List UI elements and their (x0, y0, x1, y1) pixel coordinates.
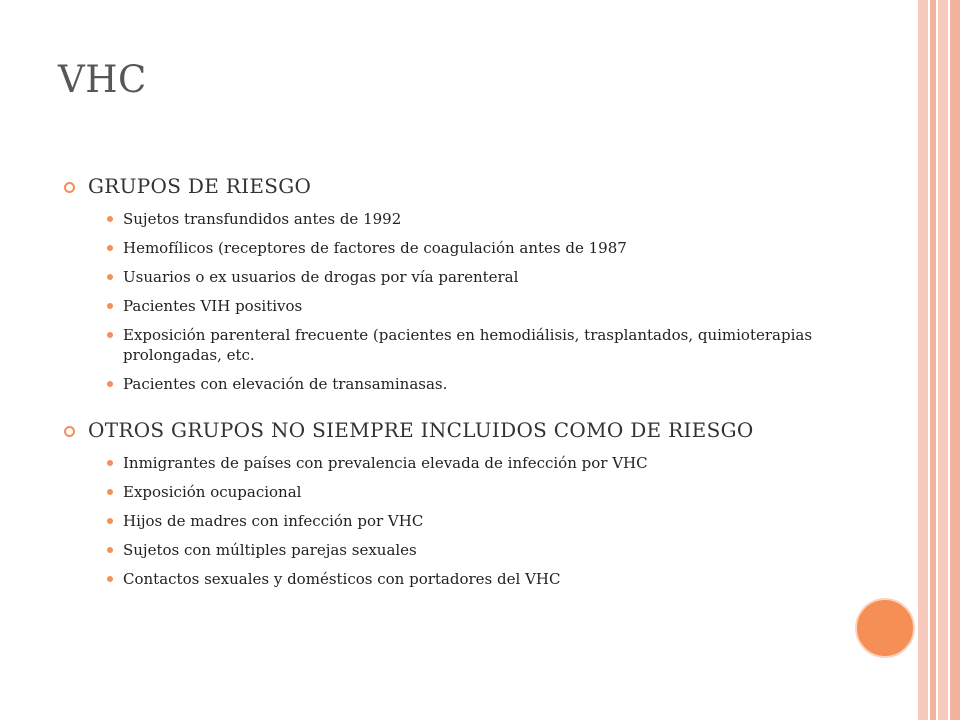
list-item-text: Hemofílicos (receptores de factores de coagulación antes de 1987 (123, 239, 627, 257)
list-item-text: Sujetos transfundidos antes de 1992 (123, 210, 402, 228)
list-item-text: Exposición ocupacional (123, 483, 302, 501)
dot-bullet-icon (107, 576, 113, 582)
list-item (107, 325, 842, 365)
dot-bullet-icon (107, 381, 113, 387)
list-item (107, 569, 842, 589)
dot-bullet-icon (107, 332, 113, 338)
slide-title: VHC (58, 58, 147, 101)
dot-bullet-icon (107, 489, 113, 495)
list-item-text: Usuarios o ex usuarios de drogas por vía parenteral (123, 268, 519, 286)
ring-bullet-icon (64, 182, 75, 193)
dot-bullet-icon (107, 216, 113, 222)
section-heading (62, 172, 842, 201)
section-heading-text: GRUPOS DE RIESGO (88, 174, 312, 198)
section-risk-groups (62, 172, 842, 394)
list-item (107, 238, 842, 258)
section-heading (62, 416, 842, 445)
list-item (107, 267, 842, 287)
list-item (107, 511, 842, 531)
dot-bullet-icon (107, 460, 113, 466)
dot-bullet-icon (107, 274, 113, 280)
list-item (107, 296, 842, 316)
list-item-text: Pacientes VIH positivos (123, 297, 303, 315)
section-heading-text: OTROS GRUPOS NO SIEMPRE INCLUIDOS COMO DE RIESGO (88, 418, 754, 442)
bullet-list (62, 453, 842, 589)
decorative-stripe (918, 0, 928, 720)
decorative-circle (855, 598, 915, 658)
list-item (107, 482, 842, 502)
list-item (107, 453, 842, 473)
list-item-text: Pacientes con elevación de transaminasas. (123, 375, 448, 393)
dot-bullet-icon (107, 303, 113, 309)
slide-content (62, 172, 842, 611)
list-item-text: Inmigrantes de países con prevalencia elevada de infección por VHC (123, 454, 648, 472)
bullet-list (62, 209, 842, 394)
dot-bullet-icon (107, 245, 113, 251)
decorative-stripe (950, 0, 960, 720)
ring-bullet-icon (64, 426, 75, 437)
dot-bullet-icon (107, 547, 113, 553)
list-item-text: Contactos sexuales y domésticos con portadores del VHC (123, 570, 561, 588)
list-item-text: Hijos de madres con infección por VHC (123, 512, 424, 530)
list-item (107, 209, 842, 229)
decorative-stripe (938, 0, 948, 720)
dot-bullet-icon (107, 518, 113, 524)
list-item-text: Exposición parenteral frecuente (pacientes en hemodiálisis, trasplantados, quimioterapias prolongadas, etc. (123, 326, 813, 364)
section-other-groups (62, 416, 842, 589)
list-item (107, 374, 842, 394)
list-item (107, 540, 842, 560)
list-item-text: Sujetos con múltiples parejas sexuales (123, 541, 417, 559)
